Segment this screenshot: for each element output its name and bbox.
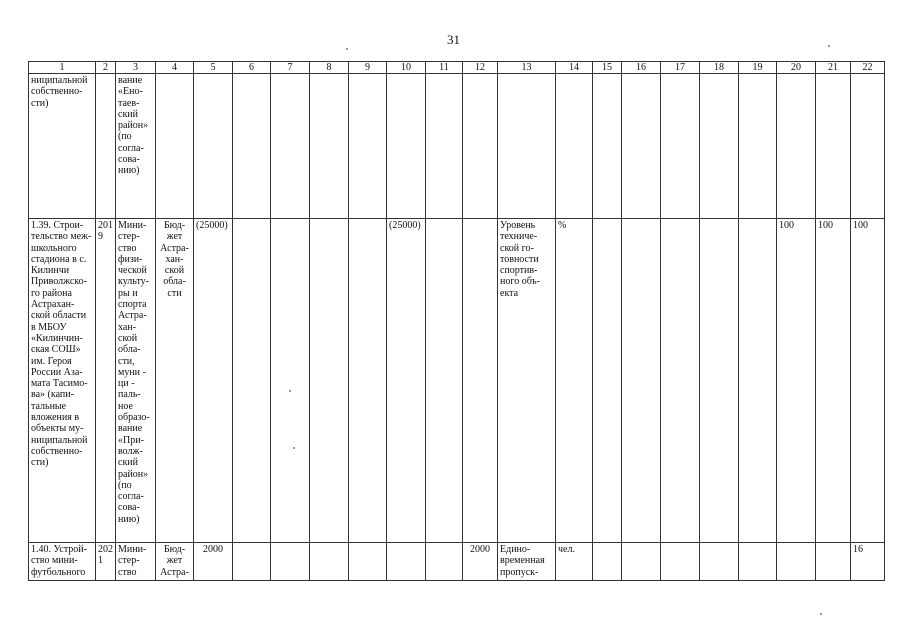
column-number: 18 <box>700 62 739 74</box>
table-row-1-39 <box>29 219 885 543</box>
cell-description: 1.40. Устрой-ство мини-футбольного <box>29 543 96 581</box>
column-number: 10 <box>387 62 426 74</box>
cell-unit: чел. <box>556 543 593 581</box>
column-number: 11 <box>426 62 463 74</box>
cell-col22: 16 <box>851 543 885 581</box>
cell-executor: Мини-стер-ство <box>116 543 156 581</box>
cell-total: 2000 <box>194 543 233 581</box>
scan-speck <box>289 390 291 392</box>
cell-col20: 100 <box>777 219 816 543</box>
cell-funding-source: Бюд-жет Астра- <box>156 543 194 581</box>
scan-speck <box>346 48 348 50</box>
column-number: 21 <box>816 62 851 74</box>
column-number: 14 <box>556 62 593 74</box>
column-number: 2 <box>96 62 116 74</box>
scan-speck <box>293 447 295 449</box>
cell-description: 1.39. Строи-тельство меж-школьного стадиона в с. Килинчи Приволжско-го района Астрахан-ской области в МБОУ «Килинчин-ская СОШ» им. Героя России Аза-мата Тасимо-ва» (капи-тальные вложения в объекты му-ниципальной собственно-сти) <box>29 219 96 543</box>
cell-description: ниципальной собственно-сти) <box>29 74 96 219</box>
column-number: 17 <box>661 62 700 74</box>
cell-executor: вание «Ено-таев-ский район» (по согла-сова-нию) <box>116 74 156 219</box>
column-number: 1 <box>29 62 96 74</box>
cell-indicator: Уровень техниче-ской го-товности спортив-ного объ-екта <box>498 219 556 543</box>
column-number: 13 <box>498 62 556 74</box>
column-number: 8 <box>310 62 349 74</box>
scan-speck <box>820 613 822 615</box>
cell-funding-source: Бюд-жет Астра-хан-ской обла-сти <box>156 219 194 543</box>
page-number: 31 <box>447 32 460 47</box>
column-number: 9 <box>349 62 387 74</box>
table-row-1-40 <box>29 543 885 581</box>
column-number: 22 <box>851 62 885 74</box>
column-number: 20 <box>777 62 816 74</box>
column-number: 16 <box>622 62 661 74</box>
cell-year: 2019 <box>96 219 116 543</box>
cell-executor: Мини-стер-ство физи-ческой культу-ры и спорта Астра-хан-ской обла-сти, муни - ци - паль-ное образо-вание «При-волж-ский район» (по согла-сова-нию) <box>116 219 156 543</box>
cell-col21: 100 <box>816 219 851 543</box>
column-number: 6 <box>233 62 271 74</box>
cell-year: 2021 <box>96 543 116 581</box>
column-number: 3 <box>116 62 156 74</box>
cell-col22: 100 <box>851 219 885 543</box>
cell-unit: % <box>556 219 593 543</box>
scan-speck <box>828 45 830 47</box>
cell-indicator: Едино-временная пропуск- <box>498 543 556 581</box>
table-row-continued <box>29 74 885 219</box>
column-number: 7 <box>271 62 310 74</box>
column-number: 4 <box>156 62 194 74</box>
column-number-row <box>29 62 885 74</box>
column-number: 15 <box>593 62 622 74</box>
column-number: 12 <box>463 62 498 74</box>
column-number: 19 <box>739 62 777 74</box>
cell-col12: 2000 <box>463 543 498 581</box>
cell-total: (25000) <box>194 219 233 543</box>
column-number: 5 <box>194 62 233 74</box>
data-table <box>28 61 885 581</box>
cell-col10: (25000) <box>387 219 426 543</box>
